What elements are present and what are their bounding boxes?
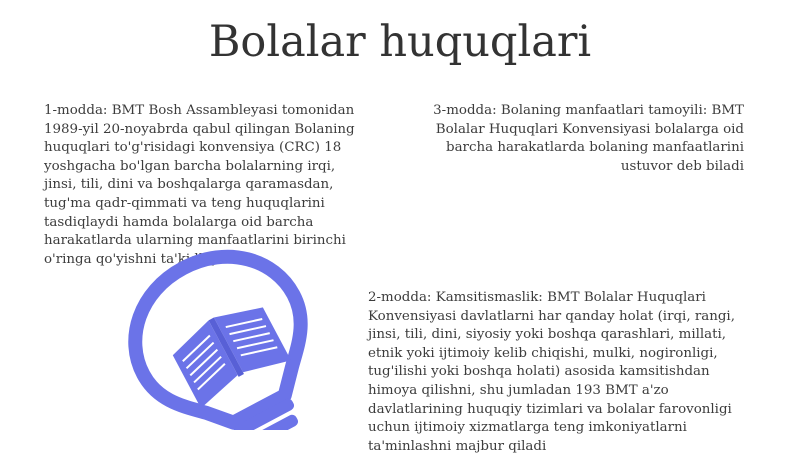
article-3-text: 3-modda: Bolaning manfaatlari tamoyili: BMT Bolalar Huquqlari Konvensiyasi bolalarga oid barcha harakatlarda bolaning manfaatlarini ustuvor deb biladi (433, 103, 744, 174)
article-1-text: 1-modda: BMT Bosh Assambleyasi tomonidan 1989-yil 20-noyabrda qabul qilingan Bolaning huquqlari to'g'risidagi konvensiya (CRC) 18 yoshgacha bo'lgan barcha bolalarning irqi, jinsi, tili, dini va boshqalarga qaramasdan, tug'ma qadr-qimmati va teng huquqlarini tasdiqlaydi hamda bolalarga oid barcha harakatlarda ularning manfaatlarini birinchi o'ringa qo'yishni ta'kidlaydi (44, 103, 355, 267)
article-2-text: 2-modda: Kamsitismaslik: BMT Bolalar Huquqlari Konvensiyasi davlatlarni har qanday holat (irqi, rangi, jinsi, tili, dini, siyosiy yoki boshqa qarashlari, millati, etnik yoki ijtimoiy kelib chiqishi, mulki, nogironligi, tug'ilishi yoki boshqa holati) asosida kamsitishdan himoya qilishni, shu jumladan 193 BMT a'zo davlatlarining huquqiy tizimlari va bolalar farovonligi uchun ijtimoiy xizmatlarga teng imkoniyatlarni ta'minlashni majbur qiladi (368, 290, 735, 454)
page-title: Bolalar huquqlari (208, 17, 592, 67)
lightbulb-book-icon (96, 240, 336, 430)
